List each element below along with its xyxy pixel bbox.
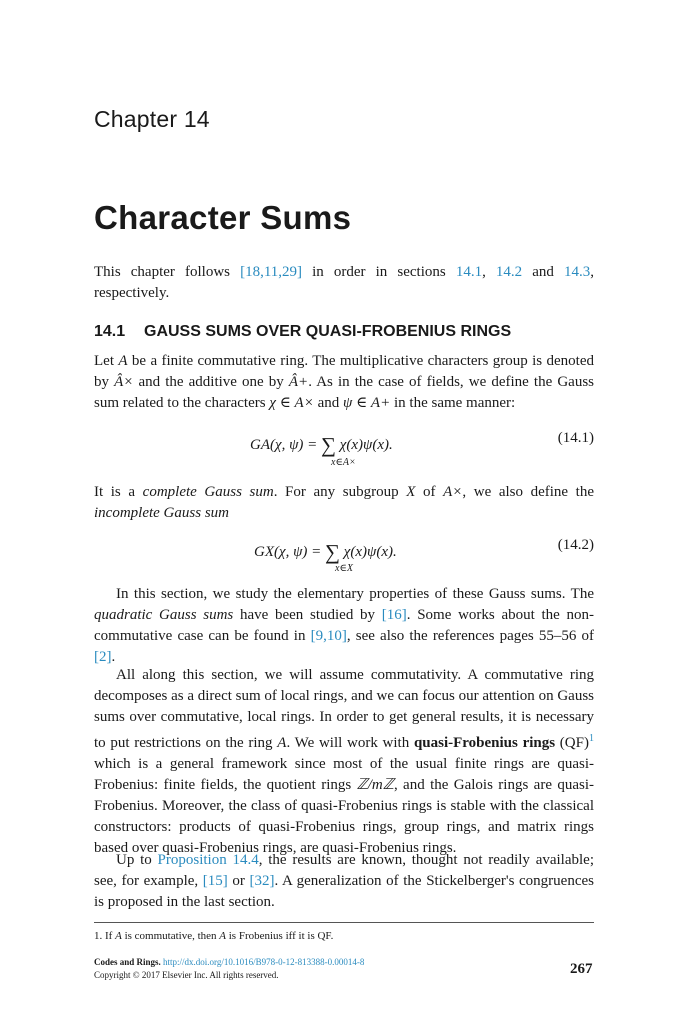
text: in order in sections xyxy=(302,264,456,280)
equation-rhs: χ(x)ψ(x). xyxy=(340,544,397,560)
footnote-marker[interactable]: 1 xyxy=(588,733,594,744)
equation-number: (14.1) xyxy=(557,430,594,446)
text: All along this section, we will assume commutativity. A commutative ring decomposes as a direct sum of local rings, and we can focus our attention on Gauss sums over commutative, local rings. In order to get general results, it is necessary to put restrictions on the ring xyxy=(94,667,594,751)
summation-index: x∈A× xyxy=(331,457,356,468)
proposition-link[interactable]: Proposition 14.4 xyxy=(157,852,259,868)
section-link-14-3[interactable]: 14.3 xyxy=(564,264,591,280)
text: . A generalization of the Stickelberger's congruences is proposed in the last section. xyxy=(94,873,594,910)
text: of xyxy=(415,484,444,500)
citation-link[interactable]: [9,10] xyxy=(310,628,347,644)
math: A xyxy=(277,735,287,751)
text: . Some works about the non-commutative case can be found in xyxy=(94,607,594,644)
text: , xyxy=(482,264,496,280)
text: and xyxy=(313,395,344,411)
citation-link[interactable]: [32] xyxy=(249,873,275,889)
paragraph-5 xyxy=(94,850,594,913)
text: be a finite commutative ring. The multiplicative characters group is denoted by xyxy=(94,353,594,390)
math: A xyxy=(118,353,128,369)
text: . For any subgroup xyxy=(273,484,407,500)
emphasis: quadratic Gauss sums xyxy=(94,607,234,623)
math: Â× xyxy=(114,374,134,390)
footnote-divider xyxy=(94,922,594,923)
equation-body xyxy=(250,430,393,455)
math: ℤ/mℤ xyxy=(356,777,394,793)
text: Let xyxy=(94,353,119,369)
paragraph-2 xyxy=(94,482,594,524)
text: Up to xyxy=(116,852,158,868)
math: A× xyxy=(443,484,463,500)
summation-symbol: ∑ xyxy=(325,540,341,564)
text: . We will work with xyxy=(286,735,414,751)
paragraph-3 xyxy=(94,584,594,668)
equation-body xyxy=(254,537,397,562)
citation-link[interactable]: [2] xyxy=(94,649,112,665)
footnote-number: 1. xyxy=(94,930,103,942)
citation-link[interactable]: [18,11,29] xyxy=(240,264,303,280)
emphasis: complete Gauss sum xyxy=(142,484,274,500)
doi-link[interactable]: http://dx.doi.org/10.1016/B978-0-12-813388-0.00014-8 xyxy=(163,957,365,967)
text: . xyxy=(111,649,116,665)
text: , we also define the xyxy=(462,484,595,500)
text: . As in the case of fields, we define the Gauss sum related to the characters xyxy=(94,374,594,411)
text: in the same manner: xyxy=(390,395,516,411)
paragraph-1 xyxy=(94,351,594,414)
intro-paragraph xyxy=(94,262,594,304)
math: χ ∈ A× xyxy=(269,395,314,411)
paragraph-4 xyxy=(94,665,594,859)
equation-number: (14.2) xyxy=(557,537,594,553)
footer-source xyxy=(94,957,364,967)
section-title: GAUSS SUMS OVER QUASI-FROBENIUS RINGS xyxy=(144,323,512,340)
text: is Frobenius iff it is QF. xyxy=(226,930,334,942)
text: It is a xyxy=(94,484,143,500)
book-title: Codes and Rings. xyxy=(94,957,164,967)
text: , and the Galois rings are quasi-Frobenius. Moreover, the class of quasi-Frobenius rings is stable with the classical constructors: products of quasi-Frobenius rings, group rings, and matrix rings based over quasi-Frobenius rings, are quasi-Frobenius rings. xyxy=(94,777,594,856)
text: which is a general framework since most of the usual finite rings are quasi-Frobenius: finite fields, the quotient rings xyxy=(94,756,594,793)
text: In this section, we study the elementary properties of these Gauss sums. The xyxy=(116,586,594,602)
equation-14-1 xyxy=(94,430,594,468)
equation-14-2 xyxy=(94,537,594,574)
text: If xyxy=(102,930,116,942)
equation-rhs: χ(x)ψ(x). xyxy=(336,437,393,453)
text: and the additive one by xyxy=(133,374,289,390)
text: , the results are known, thought not readily available; see, for example, xyxy=(94,852,594,889)
citation-link[interactable]: [16] xyxy=(381,607,407,623)
chapter-title: Character Sums xyxy=(94,199,352,236)
text: is commutative, then xyxy=(121,930,220,942)
math: A xyxy=(115,930,122,942)
section-link-14-1[interactable]: 14.1 xyxy=(455,264,483,280)
chapter-label: Chapter 14 xyxy=(94,106,210,132)
footer-copyright: Copyright © 2017 Elsevier Inc. All rights reserved. xyxy=(94,970,279,980)
text: (QF) xyxy=(555,735,589,751)
text: and xyxy=(522,264,564,280)
text: or xyxy=(227,873,250,889)
citation-link[interactable]: [15] xyxy=(202,873,228,889)
math: Â+ xyxy=(288,374,309,390)
equation-lhs: GA(χ, ψ) = xyxy=(250,437,322,453)
text: have been studied by xyxy=(233,607,382,623)
footnote xyxy=(94,930,333,942)
emphasis: incomplete Gauss sum xyxy=(94,505,229,521)
text: , respectively. xyxy=(94,264,594,301)
section-link-14-2[interactable]: 14.2 xyxy=(495,264,523,280)
section-heading xyxy=(94,323,511,341)
summation-symbol: ∑ xyxy=(321,433,337,457)
text: , see also the references pages 55–56 of xyxy=(346,628,594,644)
math: A xyxy=(219,930,226,942)
math: ψ ∈ A+ xyxy=(343,395,391,411)
equation-lhs: GX(χ, ψ) = xyxy=(254,544,326,560)
emphasis-bold: quasi-Frobenius rings xyxy=(413,735,556,751)
math: X xyxy=(406,484,416,500)
summation-index: x∈X xyxy=(335,563,353,574)
page-number: 267 xyxy=(570,961,593,977)
text: This chapter follows xyxy=(94,264,241,280)
section-number: 14.1 xyxy=(94,323,126,340)
